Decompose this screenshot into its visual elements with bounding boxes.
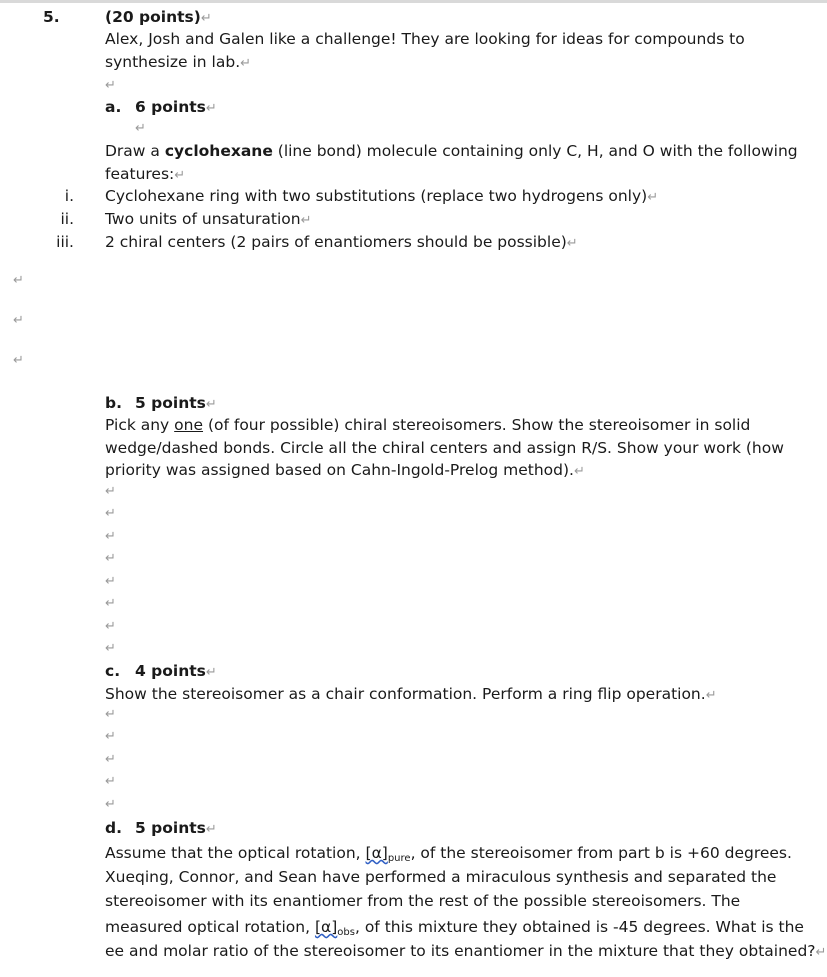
line-text: (of four possible) chiral stereoisomers. Show the stereoisomer in solid bbox=[203, 416, 751, 434]
paragraph-mark: ↵ bbox=[135, 121, 146, 136]
paragraph-mark: ↵ bbox=[13, 353, 24, 368]
question-number: 5. bbox=[43, 8, 60, 26]
list-item-text: 2 chiral centers (2 pairs of enantiomers should be possible) bbox=[105, 233, 567, 251]
paragraph-mark: ↵ bbox=[105, 78, 116, 93]
paragraph-mark: ↵ bbox=[205, 822, 217, 837]
line-text: Assume that the optical rotation, bbox=[105, 844, 366, 862]
part-d-line-2: Xueqing, Connor, and Sean have performed a miraculous synthesis and separated the bbox=[105, 868, 777, 886]
paragraph-mark: ↵ bbox=[13, 313, 24, 328]
draw-suffix: (line bond) molecule containing only C, H, and O with the following bbox=[272, 142, 798, 160]
part-c-letter: c. bbox=[105, 662, 121, 680]
part-d-line-5 bbox=[105, 940, 826, 964]
paragraph-mark: ↵ bbox=[105, 774, 116, 789]
subscript-obs: obs bbox=[337, 927, 355, 938]
line-text: , of the stereoisomer from part b is +60 degrees. bbox=[410, 844, 792, 862]
paragraph-mark: ↵ bbox=[105, 752, 116, 767]
part-c-header bbox=[135, 660, 217, 684]
draw-keyword: cyclohexane bbox=[164, 142, 273, 160]
part-d-header bbox=[135, 817, 217, 841]
paragraph-mark: ↵ bbox=[105, 596, 116, 611]
paragraph-mark: ↵ bbox=[13, 273, 24, 288]
list-item bbox=[105, 185, 658, 209]
part-b-header bbox=[135, 392, 217, 416]
paragraph-mark: ↵ bbox=[300, 213, 312, 228]
paragraph-mark: ↵ bbox=[105, 729, 116, 744]
part-b-line-3 bbox=[105, 459, 585, 483]
paragraph-mark: ↵ bbox=[105, 619, 116, 634]
paragraph-mark: ↵ bbox=[647, 190, 659, 205]
paragraph-mark: ↵ bbox=[205, 101, 217, 116]
line-text: measured optical rotation, bbox=[105, 918, 315, 936]
line-text: ee and molar ratio of the stereoisomer to its enantiomer in the mixture that they obtained? bbox=[105, 942, 816, 960]
list-item bbox=[105, 208, 311, 232]
part-a-instruction bbox=[105, 140, 798, 162]
part-a-header bbox=[135, 96, 217, 120]
intro-line-2-text: synthesize in lab. bbox=[105, 53, 241, 71]
features-line bbox=[105, 163, 185, 187]
paragraph-mark: ↵ bbox=[105, 529, 116, 544]
intro-line-2 bbox=[105, 51, 251, 75]
part-c-points: 4 points bbox=[135, 662, 206, 680]
question-header bbox=[105, 6, 212, 30]
paragraph-mark: ↵ bbox=[566, 236, 578, 251]
list-numeral: i. bbox=[64, 187, 74, 205]
paragraph-mark: ↵ bbox=[174, 168, 186, 183]
paragraph-mark: ↵ bbox=[200, 11, 212, 26]
part-d-points: 5 points bbox=[135, 819, 206, 837]
paragraph-mark: ↵ bbox=[705, 688, 717, 703]
paragraph-mark: ↵ bbox=[573, 464, 585, 479]
list-item bbox=[105, 231, 578, 255]
part-b-line-1 bbox=[105, 414, 750, 436]
line-text: priority was assigned based on Cahn-Ingold-Prelog method). bbox=[105, 461, 574, 479]
paragraph-mark: ↵ bbox=[105, 551, 116, 566]
paragraph-mark: ↵ bbox=[105, 506, 116, 521]
alpha-symbol: [α] bbox=[365, 844, 388, 862]
alpha-symbol: [α] bbox=[314, 918, 338, 936]
part-c-line-1 bbox=[105, 683, 717, 707]
part-b-letter: b. bbox=[105, 394, 122, 412]
question-points: (20 points) bbox=[105, 8, 201, 26]
paragraph-mark: ↵ bbox=[815, 945, 827, 960]
line-text: , of this mixture they obtained is -45 degrees. What is the bbox=[354, 918, 804, 936]
alpha-obs-symbol bbox=[315, 918, 355, 936]
underlined-word: one bbox=[174, 416, 204, 434]
list-numeral: iii. bbox=[56, 233, 74, 251]
paragraph-mark: ↵ bbox=[205, 665, 217, 680]
draw-prefix: Draw a bbox=[105, 142, 165, 160]
list-item-text: Two units of unsaturation bbox=[105, 210, 301, 228]
part-b-line-2: wedge/dashed bonds. Circle all the chiral centers and assign R/S. Show your work (how bbox=[105, 439, 784, 457]
part-d-letter: d. bbox=[105, 819, 122, 837]
alpha-pure-symbol bbox=[366, 844, 411, 862]
list-item-text: Cyclohexane ring with two substitutions (replace two hydrogens only) bbox=[105, 187, 648, 205]
part-a-letter: a. bbox=[105, 98, 122, 116]
part-a-points: 6 points bbox=[135, 98, 206, 116]
paragraph-mark: ↵ bbox=[105, 641, 116, 656]
paragraph-mark: ↵ bbox=[240, 56, 252, 71]
list-numeral: ii. bbox=[60, 210, 74, 228]
paragraph-mark: ↵ bbox=[105, 797, 116, 812]
paragraph-mark: ↵ bbox=[205, 397, 217, 412]
part-d-line-3: stereoisomer with its enantiomer from the rest of the possible stereoisomers. The bbox=[105, 892, 741, 910]
intro-line-1: Alex, Josh and Galen like a challenge! They are looking for ideas for compounds to bbox=[105, 30, 745, 48]
features-label: features: bbox=[105, 165, 175, 183]
paragraph-mark: ↵ bbox=[105, 484, 116, 499]
paragraph-mark: ↵ bbox=[105, 707, 116, 722]
line-text: Pick any bbox=[105, 416, 175, 434]
paragraph-mark: ↵ bbox=[105, 574, 116, 589]
part-b-points: 5 points bbox=[135, 394, 206, 412]
line-text: Show the stereoisomer as a chair conformation. Perform a ring flip operation. bbox=[105, 685, 706, 703]
page-top-border bbox=[0, 0, 827, 3]
subscript-pure: pure bbox=[387, 853, 411, 864]
